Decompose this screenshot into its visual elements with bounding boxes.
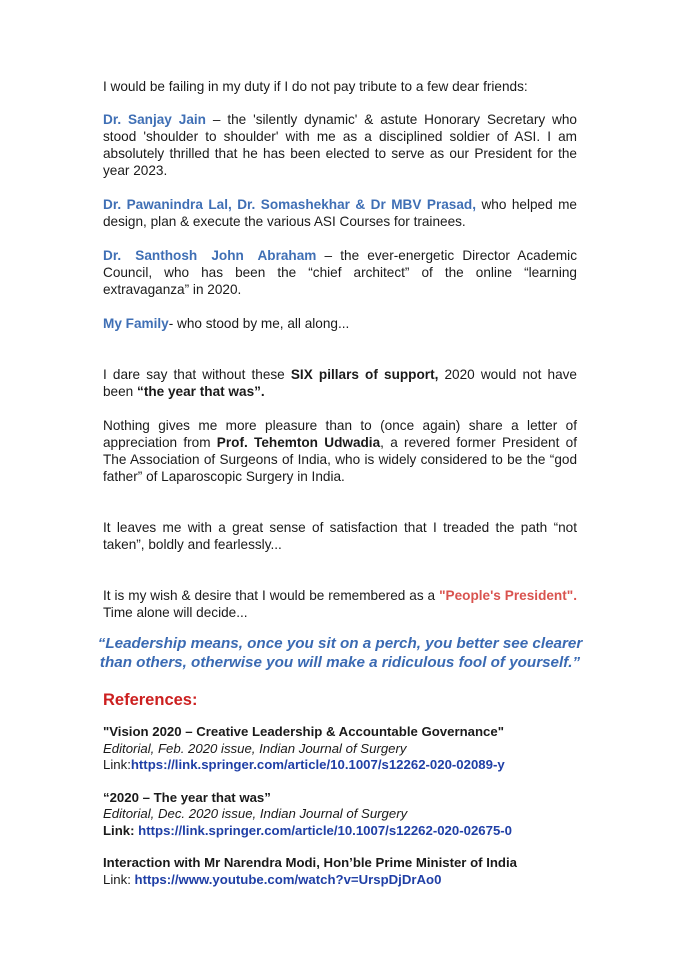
reference-source: Editorial, Feb. 2020 issue, Indian Journal of Surgery: [103, 740, 407, 756]
text-run: Nothing gives me more pleasure than to (once again) share a letter of appreciation from: [103, 418, 577, 450]
satisfaction-paragraph: It leaves me with a great sense of satisfaction that I treaded the path “not taken”, boldly and fearlessly...: [103, 520, 577, 552]
reference-title: Interaction with Mr Narendra Modi, Hon’ble Prime Minister of India: [103, 855, 517, 870]
peoples-president-highlight: "People's President".: [439, 588, 577, 603]
intro-paragraph: I would be failing in my duty if I do not pay tribute to a few dear friends:: [103, 79, 528, 94]
bold-text: “the year that was”.: [137, 384, 265, 399]
tribute-course-designers: [103, 196, 577, 230]
wish-paragraph: [103, 587, 577, 621]
reference-link-line: [103, 757, 577, 774]
text-run: Time alone will decide...: [103, 605, 248, 620]
pillars-paragraph: [103, 366, 577, 400]
text-run: , a revered former President of The Association of Surgeons of India, who is widely considered to be the “god father” of Laparoscopic Surgery in India.: [103, 435, 577, 484]
bold-text: SIX pillars of support,: [290, 367, 439, 382]
tribute-name: Dr. Sanjay Jain: [103, 112, 206, 127]
reference-item: [103, 724, 577, 774]
tribute-name: Dr. Pawanindra Lal, Dr. Somashekhar & Dr MBV Prasad,: [103, 197, 476, 212]
tribute-text: – the 'silently dynamic' & astute Honorary Secretary who stood 'shoulder to shoulder' with me as a disciplined soldier of ASI. I am absolutely thrilled that he has been elected to serve as our President for the year 2023.: [103, 112, 577, 178]
text-run: It is my wish & desire that I would be remembered as a: [103, 588, 440, 603]
tribute-text: – the ever-energetic Director Academic Council, who has been the “chief architect” of the online “learning extravaganza” in 2020.: [103, 248, 577, 297]
tribute-text: - who stood by me, all along...: [168, 316, 350, 331]
reference-link[interactable]: https://link.springer.com/article/10.1007/s12262-020-02675-0: [138, 822, 513, 838]
appreciation-paragraph: [103, 417, 577, 485]
reference-title: "Vision 2020 – Creative Leadership & Accountable Governance": [103, 724, 504, 739]
reference-link-line: [103, 823, 577, 840]
text-run: 2020 would not have been: [103, 367, 577, 399]
bold-text: Prof. Tehemton Udwadia: [216, 435, 381, 450]
reference-title: “2020 – The year that was”: [103, 789, 271, 805]
leadership-quote: “Leadership means, once you sit on a perch, you better see clearer than others, otherwise you will make a ridiculous fool of yourself.”: [97, 635, 583, 671]
references-heading: References:: [103, 691, 198, 709]
text-run: I dare say that without these: [103, 367, 291, 382]
reference-link-line: [103, 872, 577, 889]
tribute-text: who helped me design, plan & execute the various ASI Courses for trainees.: [103, 197, 577, 229]
link-label: Link:: [103, 871, 135, 887]
reference-link[interactable]: https://link.springer.com/article/10.1007/s12262-020-02089-y: [130, 757, 505, 772]
link-label: Link:: [103, 822, 139, 838]
link-label: Link:: [103, 757, 131, 772]
reference-link[interactable]: https://www.youtube.com/watch?v=UrspDjDrAo0: [134, 871, 442, 887]
tribute-name: My Family: [103, 316, 169, 331]
tribute-santhosh-abraham: [103, 247, 577, 298]
reference-item: [103, 790, 577, 840]
document-page: [97, 78, 583, 904]
tribute-sanjay-jain: [103, 111, 577, 179]
tribute-family: [103, 315, 577, 332]
reference-item: [103, 855, 577, 888]
reference-source: Editorial, Dec. 2020 issue, Indian Journal of Surgery: [103, 806, 408, 821]
tribute-name: Dr. Santhosh John Abraham: [103, 248, 317, 263]
